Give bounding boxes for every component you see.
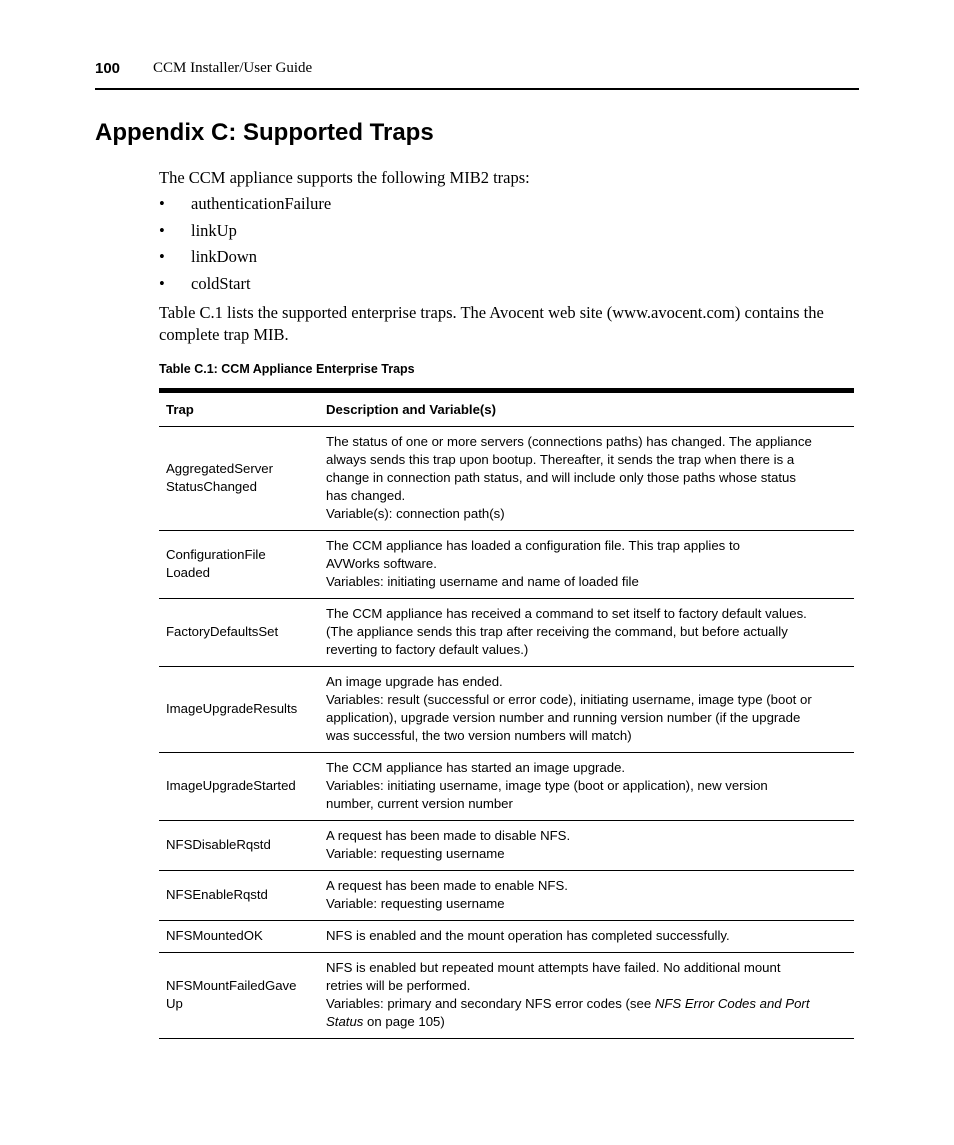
trap-description-cell — [319, 531, 854, 599]
body-text — [159, 167, 859, 346]
trap-description-cell — [319, 427, 854, 531]
table-caption: Table C.1: CCM Appliance Enterprise Traps — [159, 362, 415, 376]
table-row — [159, 667, 854, 753]
trap-name-line: FactoryDefaultsSet — [166, 624, 279, 639]
trap-description-cell — [319, 871, 854, 921]
trap-name-cell — [159, 821, 319, 871]
mib2-trap-list — [159, 193, 859, 299]
list-item — [159, 246, 859, 273]
description-line: always sends this trap upon bootup. Thereafter, it sends the trap when there is a — [326, 452, 795, 467]
trap-description-cell — [319, 753, 854, 821]
trap-description-cell — [319, 953, 854, 1039]
cross-reference-link-text: Status — [326, 1014, 364, 1029]
table-row — [159, 871, 854, 921]
list-item — [159, 193, 859, 220]
description-line: change in connection path status, and will include only those paths whose status — [326, 470, 796, 485]
column-header-trap: Trap — [159, 391, 319, 427]
table-row — [159, 921, 854, 953]
bullet-icon: • — [159, 273, 165, 293]
description-line: NFS is enabled but repeated mount attempts have failed. No additional mount — [326, 960, 781, 975]
table-row — [159, 821, 854, 871]
table-row — [159, 953, 854, 1039]
trap-name-line: NFSDisableRqstd — [166, 837, 271, 852]
description-line — [326, 1013, 847, 1031]
description-line: The CCM appliance has started an image upgrade. — [326, 760, 626, 775]
trap-name-line: NFSMountedOK — [166, 928, 263, 943]
description-line: Variable: requesting username — [326, 896, 505, 911]
trap-name-line: NFSEnableRqstd — [166, 887, 268, 902]
list-item-label: coldStart — [191, 273, 251, 293]
description-text: on page 105) — [363, 1014, 445, 1029]
page-number: 100 — [95, 60, 121, 77]
bullet-icon: • — [159, 220, 165, 240]
description-line: retries will be performed. — [326, 978, 471, 993]
list-item — [159, 220, 859, 247]
column-header-description: Description and Variable(s) — [319, 391, 854, 427]
trap-description-cell — [319, 667, 854, 753]
trap-name-line: AggregatedServer — [166, 461, 274, 476]
description-line: reverting to factory default values.) — [326, 642, 529, 657]
description-line: The CCM appliance has received a command to set itself to factory default values. — [326, 606, 807, 621]
description-line: was successful, the two version numbers will match) — [326, 728, 632, 743]
table-reference-paragraph: Table C.1 lists the supported enterprise traps. The Avocent web site (www.avocent.com) contains the complete trap MIB. — [159, 303, 824, 344]
description-line: AVWorks software. — [326, 556, 437, 571]
description-line: A request has been made to enable NFS. — [326, 878, 568, 893]
trap-description-cell — [319, 821, 854, 871]
description-line: NFS is enabled and the mount operation has completed successfully. — [326, 928, 730, 943]
trap-name-line: ImageUpgradeResults — [166, 701, 298, 716]
description-line: (The appliance sends this trap after receiving the command, but before actually — [326, 624, 788, 639]
list-item-label: authenticationFailure — [191, 194, 332, 213]
description-line: The CCM appliance has loaded a configuration file. This trap applies to — [326, 538, 740, 553]
list-item-label: linkUp — [191, 220, 237, 240]
table-row — [159, 599, 854, 667]
enterprise-traps-table — [159, 388, 854, 1039]
trap-name-line: Up — [166, 996, 183, 1011]
cross-reference-link-text: NFS Error Codes and Port — [654, 996, 810, 1011]
table-header-row — [159, 391, 854, 427]
description-line: Variables: result (successful or error code), initiating username, image type (boot or — [326, 692, 812, 707]
trap-name-line: Loaded — [166, 565, 211, 580]
description-line: number, current version number — [326, 796, 513, 811]
trap-name-line: StatusChanged — [166, 479, 257, 494]
table-row — [159, 753, 854, 821]
description-line: Variables: initiating username, image type (boot or application), new version — [326, 778, 768, 793]
description-line: Variable(s): connection path(s) — [326, 506, 505, 521]
list-item — [159, 273, 859, 300]
trap-name-cell — [159, 599, 319, 667]
trap-name-cell — [159, 427, 319, 531]
trap-description-cell — [319, 921, 854, 953]
trap-description-cell — [319, 599, 854, 667]
trap-name-line: NFSMountFailedGave — [166, 978, 297, 993]
list-item-label: linkDown — [191, 247, 257, 266]
description-line: The status of one or more servers (connections paths) has changed. The appliance — [326, 434, 812, 449]
description-text: Variables: primary and secondary NFS error codes (see — [326, 996, 655, 1011]
trap-name-cell — [159, 953, 319, 1039]
trap-name-cell — [159, 531, 319, 599]
description-line — [326, 995, 847, 1013]
table-row — [159, 427, 854, 531]
trap-name-cell — [159, 667, 319, 753]
trap-name-cell — [159, 871, 319, 921]
trap-name-line: ImageUpgradeStarted — [166, 778, 296, 793]
trap-name-line: ConfigurationFile — [166, 547, 266, 562]
bullet-icon: • — [159, 194, 165, 213]
trap-name-cell — [159, 921, 319, 953]
table-row — [159, 531, 854, 599]
page-header — [95, 58, 859, 90]
bullet-icon: • — [159, 247, 165, 266]
description-line: A request has been made to disable NFS. — [326, 828, 571, 843]
intro-paragraph: The CCM appliance supports the following MIB2 traps: — [159, 168, 530, 187]
description-line: has changed. — [326, 488, 406, 503]
guide-title: CCM Installer/User Guide — [153, 60, 313, 76]
trap-name-cell — [159, 753, 319, 821]
description-line: An image upgrade has ended. — [326, 674, 503, 689]
description-line: Variables: initiating username and name of loaded file — [326, 574, 639, 589]
description-line: Variable: requesting username — [326, 846, 505, 861]
description-line: application), upgrade version number and running version number (if the upgrade — [326, 710, 801, 725]
page-title: Appendix C: Supported Traps — [95, 119, 434, 146]
